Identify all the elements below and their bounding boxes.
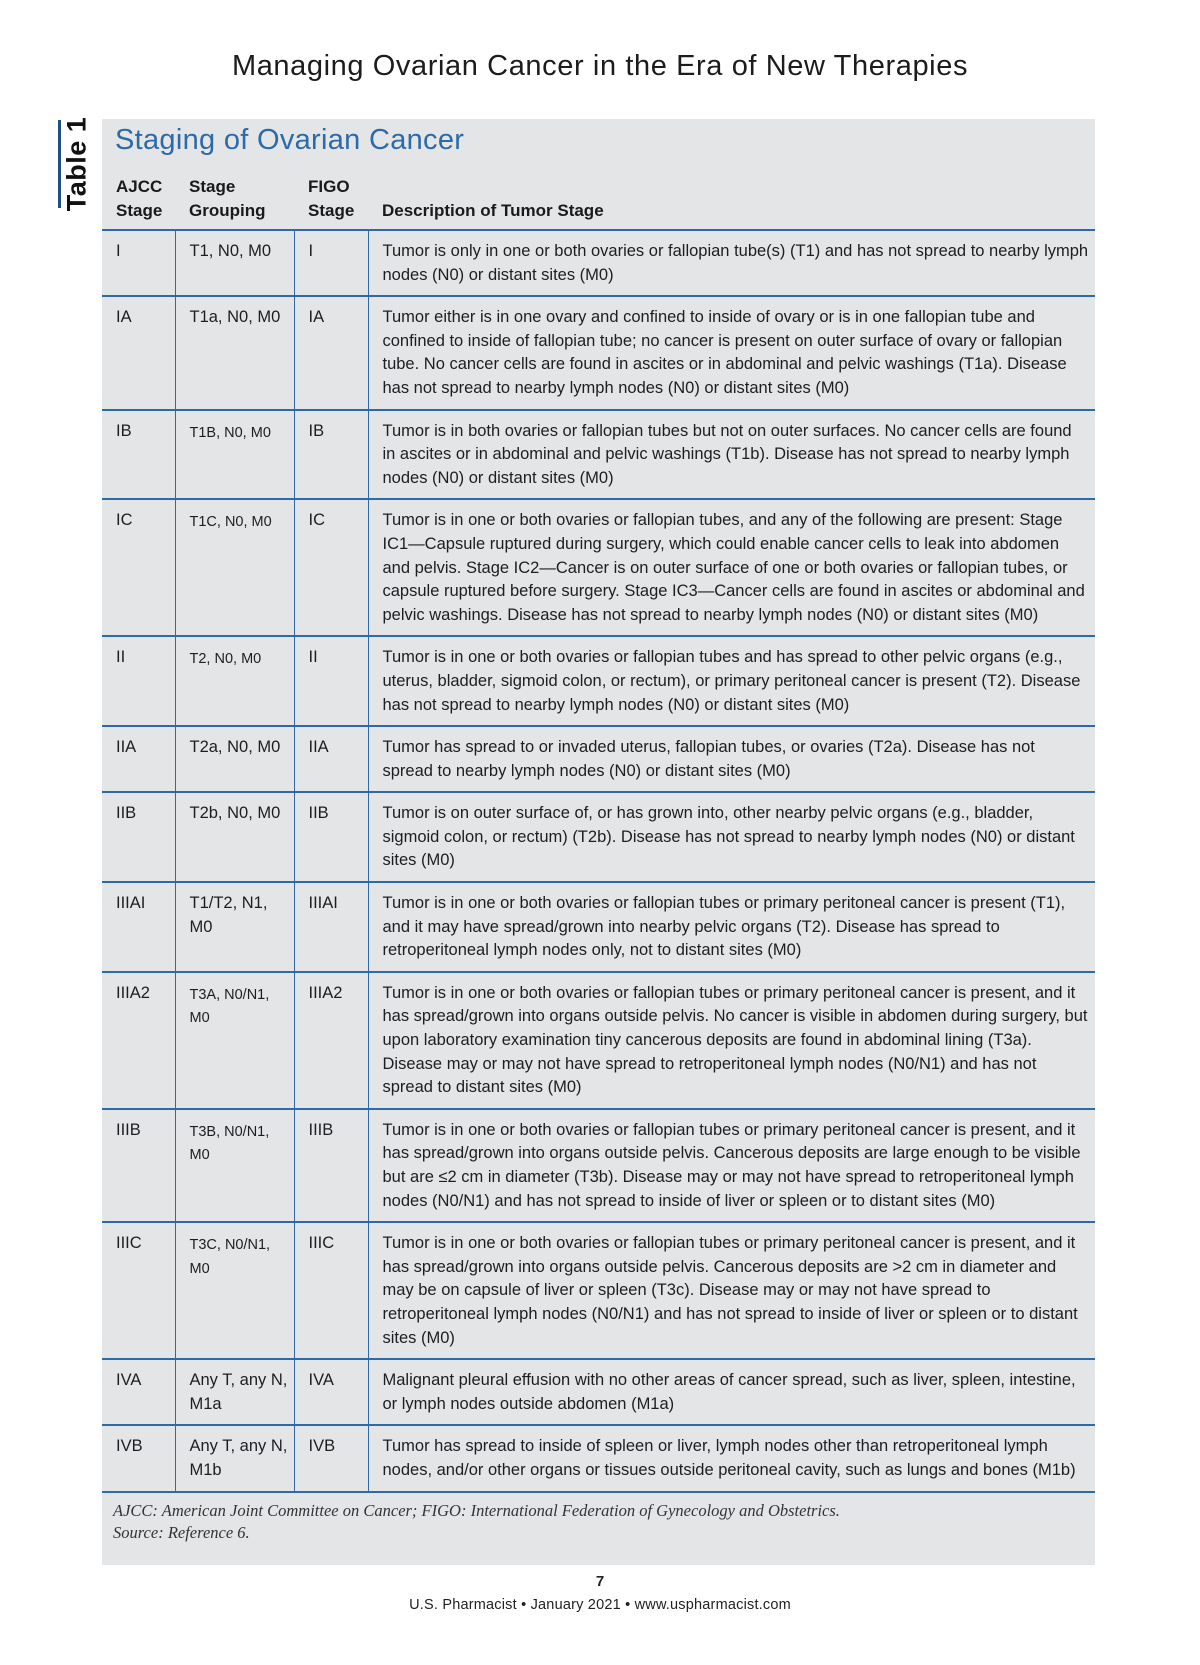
cell-description: Tumor has spread to inside of spleen or liver, lymph nodes other than retroperitoneal lymph nodes, and/or other organs or tissues outside peritoneal cavity, such as lungs and bones (M1b) bbox=[368, 1425, 1095, 1491]
cell-ajcc-stage: IB bbox=[102, 410, 175, 500]
page-footer-text: U.S. Pharmacist • January 2021 • www.uspharmacist.com bbox=[409, 1597, 791, 1613]
footnote-abbreviations: AJCC: American Joint Committee on Cancer; FIGO: International Federation of Gynecology and Obstetrics. bbox=[113, 1501, 840, 1520]
cell-ajcc-stage: IIIA2 bbox=[102, 972, 175, 1109]
cell-stage-grouping: T2, N0, M0 bbox=[175, 636, 294, 726]
table-row bbox=[102, 882, 1095, 972]
cell-ajcc-stage: IIIB bbox=[102, 1109, 175, 1222]
table-row bbox=[102, 1109, 1095, 1222]
cell-description: Tumor either is in one ovary and confined to inside of ovary or is in one fallopian tube and confined to inside of fallopian tube; no cancer is present on outer surface of ovary or fallopian tube. No cancer cells are found in ascites or in abdominal and pelvic washings (T1a). Disease has not spread to nearby lymph nodes (N0) or distant sites (M0) bbox=[368, 296, 1095, 409]
document-header-title: Managing Ovarian Cancer in the Era of New Therapies bbox=[231, 50, 969, 82]
cell-figo-stage: IVB bbox=[294, 1425, 368, 1491]
table-row bbox=[102, 1359, 1095, 1425]
footnote-source: Source: Reference 6. bbox=[113, 1523, 250, 1542]
table-row bbox=[102, 972, 1095, 1109]
cell-description: Tumor is in one or both ovaries or fallopian tubes, and any of the following are present: Stage IC1—Capsule ruptured during surgery, which could enable cancer cells to leak into abdomen and pelvis. Stage IC2—Cancer is on outer surface of one or both ovaries or fallopian tubes, or capsule ruptured before surgery. Stage IC3—Cancer cells are found in ascites or abdominal and pelvic washings. Disease has not spread to nearby lymph nodes (N0) or distant sites (M0) bbox=[368, 499, 1095, 636]
column-header-figo-stage: FIGO Stage bbox=[294, 174, 368, 230]
cell-ajcc-stage: II bbox=[102, 636, 175, 726]
table-row bbox=[102, 499, 1095, 636]
table-side-label bbox=[58, 116, 92, 212]
cell-figo-stage: IC bbox=[294, 499, 368, 636]
cell-description: Tumor is in one or both ovaries or fallopian tubes and has spread to other pelvic organs (e.g., uterus, bladder, sigmoid colon, or rectum), or primary peritoneal cancer is present (T2). Disease has not spread to nearby lymph nodes (N0) or distant sites (M0) bbox=[368, 636, 1095, 726]
cell-figo-stage: I bbox=[294, 230, 368, 296]
cell-stage-grouping: T1B, N0, M0 bbox=[175, 410, 294, 500]
cell-description: Tumor has spread to or invaded uterus, fallopian tubes, or ovaries (T2a). Disease has not spread to nearby lymph nodes (N0) or distant sites (M0) bbox=[368, 726, 1095, 792]
cell-stage-grouping: T1a, N0, M0 bbox=[175, 296, 294, 409]
cell-ajcc-stage: IIIAI bbox=[102, 882, 175, 972]
cell-ajcc-stage: IC bbox=[102, 499, 175, 636]
table-row bbox=[102, 230, 1095, 296]
table-side-label-text: Table 1 bbox=[61, 116, 91, 212]
table-footnote bbox=[113, 1500, 1073, 1544]
cell-ajcc-stage: IVA bbox=[102, 1359, 175, 1425]
table-row bbox=[102, 792, 1095, 882]
cell-description: Tumor is on outer surface of, or has grown into, other nearby pelvic organs (e.g., bladder, sigmoid colon, or rectum) (T2b). Disease has not spread to nearby lymph nodes (N0) or distant sites (M0) bbox=[368, 792, 1095, 882]
table-row bbox=[102, 1222, 1095, 1359]
table-row bbox=[102, 1425, 1095, 1491]
column-header-stage-grouping: Stage Grouping bbox=[175, 174, 294, 230]
cell-description: Tumor is only in one or both ovaries or fallopian tube(s) (T1) and has not spread to nearby lymph nodes (N0) or distant sites (M0) bbox=[368, 230, 1095, 296]
cell-stage-grouping: T3A, N0/N1, M0 bbox=[175, 972, 294, 1109]
cell-figo-stage: IIB bbox=[294, 792, 368, 882]
cell-description: Tumor is in one or both ovaries or fallopian tubes or primary peritoneal cancer is present (T1), and it may have spread/grown into nearby pelvic organs (T2). Disease has spread to retroperitoneal lymph nodes only, not to distant sites (M0) bbox=[368, 882, 1095, 972]
cell-ajcc-stage: I bbox=[102, 230, 175, 296]
table-row bbox=[102, 726, 1095, 792]
cell-figo-stage: IVA bbox=[294, 1359, 368, 1425]
page-number: 7 bbox=[595, 1573, 605, 1590]
cell-figo-stage: IIIA2 bbox=[294, 972, 368, 1109]
cell-figo-stage: IIIB bbox=[294, 1109, 368, 1222]
cell-description: Tumor is in one or both ovaries or fallopian tubes or primary peritoneal cancer is present, and it has spread/grown into organs outside pelvis. Cancerous deposits are >2 cm in diameter and may be on capsule of liver or spleen (T3c). Disease may or may not have spread to retroperitoneal lymph nodes (N0/N1) and has not spread to inside of liver or spleen or to distant sites (M0) bbox=[368, 1222, 1095, 1359]
table-header-row bbox=[102, 174, 1095, 230]
cell-stage-grouping: T2a, N0, M0 bbox=[175, 726, 294, 792]
table-row bbox=[102, 410, 1095, 500]
table-row bbox=[102, 636, 1095, 726]
cell-figo-stage: IB bbox=[294, 410, 368, 500]
cell-stage-grouping: T1C, N0, M0 bbox=[175, 499, 294, 636]
cell-description: Tumor is in both ovaries or fallopian tubes but not on outer surfaces. No cancer cells are found in ascites or in abdominal and pelvic washings (T1b). Disease has not spread to nearby lymph nodes (N0) or distant sites (M0) bbox=[368, 410, 1095, 500]
cell-stage-grouping: T3B, N0/N1, M0 bbox=[175, 1109, 294, 1222]
cell-stage-grouping: T1/T2, N1, M0 bbox=[175, 882, 294, 972]
cell-figo-stage: IIA bbox=[294, 726, 368, 792]
cell-figo-stage: IIIAI bbox=[294, 882, 368, 972]
cell-ajcc-stage: IIB bbox=[102, 792, 175, 882]
cell-stage-grouping: Any T, any N, M1a bbox=[175, 1359, 294, 1425]
column-header-description: Description of Tumor Stage bbox=[368, 174, 1095, 230]
cell-ajcc-stage: IA bbox=[102, 296, 175, 409]
cell-ajcc-stage: IIIC bbox=[102, 1222, 175, 1359]
cell-description: Tumor is in one or both ovaries or fallopian tubes or primary peritoneal cancer is present, and it has spread/grown into organs outside pelvis. Cancerous deposits are large enough to be visible but are ≤2 cm in diameter (T3b). Disease may or may not have spread to retroperitoneal lymph nodes (N0/N1) and has not spread to inside of liver or spleen or to distant sites (M0) bbox=[368, 1109, 1095, 1222]
staging-table bbox=[102, 174, 1095, 1493]
cell-figo-stage: IA bbox=[294, 296, 368, 409]
cell-description: Malignant pleural effusion with no other areas of cancer spread, such as liver, spleen, intestine, or lymph nodes outside abdomen (M1a) bbox=[368, 1359, 1095, 1425]
cell-description: Tumor is in one or both ovaries or fallopian tubes or primary peritoneal cancer is present, and it has spread/grown into organs outside pelvis. No cancer is visible in abdomen during surgery, but upon laboratory examination tiny cancerous deposits are found in abdominal lining (T3a). Disease may or may not have spread to retroperitoneal lymph nodes (N0/N1) and has not spread to distant sites (M0) bbox=[368, 972, 1095, 1109]
table-row bbox=[102, 296, 1095, 409]
cell-figo-stage: II bbox=[294, 636, 368, 726]
cell-stage-grouping: T2b, N0, M0 bbox=[175, 792, 294, 882]
cell-ajcc-stage: IVB bbox=[102, 1425, 175, 1491]
cell-stage-grouping: T3C, N0/N1, M0 bbox=[175, 1222, 294, 1359]
cell-stage-grouping: Any T, any N, M1b bbox=[175, 1425, 294, 1491]
cell-ajcc-stage: IIA bbox=[102, 726, 175, 792]
column-header-ajcc-stage: AJCC Stage bbox=[102, 174, 175, 230]
cell-figo-stage: IIIC bbox=[294, 1222, 368, 1359]
table-title: Staging of Ovarian Cancer bbox=[115, 124, 465, 156]
cell-stage-grouping: T1, N0, M0 bbox=[175, 230, 294, 296]
